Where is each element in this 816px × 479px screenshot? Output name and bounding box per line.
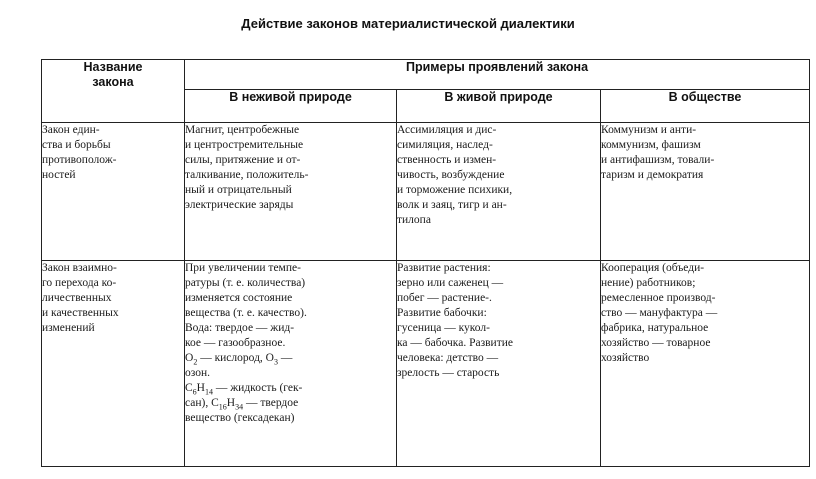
formula-subscript: 34 (235, 402, 244, 412)
inanimate-cell (185, 123, 397, 261)
formula-line-hexane (185, 381, 396, 396)
text-line: Коммунизм и анти- (601, 124, 697, 136)
text-line: и качественных (42, 307, 119, 319)
living-cell (397, 261, 601, 467)
text-line: ка — бабочка. Развитие (397, 337, 513, 349)
text-line: электрические заряды (185, 199, 294, 211)
law-name-header (42, 60, 185, 123)
column-header-inanimate: В неживой природе (185, 90, 397, 123)
text-line: озон. (185, 367, 211, 379)
text-line: талкивание, положитель- (185, 169, 309, 181)
text-line: гусеница — кукол- (397, 322, 490, 334)
text-line: коммунизм, фашизм (601, 139, 701, 151)
formula-part: — (277, 352, 293, 364)
table-row (42, 261, 810, 467)
text-line: ратуры (т. е. количества) (185, 277, 306, 289)
text-line: Развитие растения: (397, 262, 491, 274)
text-line: побег — растение-. (397, 292, 492, 304)
text-line: При увеличении темпе- (185, 262, 301, 274)
text-line: нение) работников; (601, 277, 696, 289)
text-line: ностей (42, 169, 76, 181)
formula-subscript: 3 (273, 357, 278, 367)
text-line: ства и борьбы (42, 139, 111, 151)
text-line: тилопа (397, 214, 431, 226)
text-line: вещество (гексадекан) (185, 412, 295, 424)
text-line: Закон взаимно- (42, 262, 117, 274)
text-line: изменяется состояние (185, 292, 293, 304)
text-line: вещества (т. е. качество). (185, 307, 307, 319)
text-line: чивость, возбуждение (397, 169, 505, 181)
formula-subscript: 6 (192, 387, 197, 397)
text-line: противополож- (42, 154, 117, 166)
formula-part: — твердое (243, 397, 299, 409)
living-cell (397, 123, 601, 261)
text-line: личественных (42, 292, 112, 304)
text-line: ство — мануфактура — (601, 307, 718, 319)
text-line: зрелость — старость (397, 367, 500, 379)
text-line: ственность и измен- (397, 154, 497, 166)
formula-subscript: 16 (218, 402, 227, 412)
formula-part: O (185, 352, 194, 364)
text-line: хозяйство (601, 352, 650, 364)
formula-part: H (196, 382, 205, 394)
page-title: Действие законов материалистической диалектики (241, 16, 575, 31)
text-line: и центростремительные (185, 139, 304, 151)
table-row (42, 123, 810, 261)
law-name-cell (42, 123, 185, 261)
column-header-living: В живой природе (397, 90, 601, 123)
formula-line-oxygen (185, 351, 396, 366)
text-line: волк и заяц, тигр и ан- (397, 199, 507, 211)
society-cell (601, 123, 810, 261)
text-line: и антифашизм, товали- (601, 154, 715, 166)
society-cell (601, 261, 810, 467)
formula-part: C (185, 382, 193, 394)
text-line: и торможение психики, (397, 184, 513, 196)
text-line: Ассимиляция и дис- (397, 124, 497, 136)
text-line: Закон един- (42, 124, 100, 136)
text-line: кое — газообразное. (185, 337, 286, 349)
formula-subscript: 2 (193, 357, 198, 367)
text-line: силы, притяжение и от- (185, 154, 301, 166)
formula-part: — кислород, O (197, 352, 274, 364)
text-line: таризм и демократия (601, 169, 704, 181)
formula-subscript: 14 (204, 387, 213, 397)
text-line: ремесленное производ- (601, 292, 716, 304)
formula-part: сан), C (185, 397, 219, 409)
text-line: хозяйство — товарное (601, 337, 711, 349)
text-line: изменений (42, 322, 95, 334)
law-name-header-line: Название (83, 60, 143, 74)
laws-table (41, 59, 810, 467)
text-line: го перехода ко- (42, 277, 117, 289)
law-name-header-line: закона (92, 75, 134, 89)
text-line: человека: детство — (397, 352, 499, 364)
text-line: Развитие бабочки: (397, 307, 487, 319)
column-header-society: В обществе (601, 90, 810, 123)
examples-header: Примеры проявлений закона (185, 60, 810, 90)
text-line: фабрика, натуральное (601, 322, 709, 334)
text-line: Магнит, центробежные (185, 124, 300, 136)
text-line: ный и отрицательный (185, 184, 292, 196)
formula-part: — жидкость (гек- (212, 382, 303, 394)
text-line: симиляция, наслед- (397, 139, 493, 151)
text-line: зерно или саженец — (397, 277, 504, 289)
formula-part: H (226, 397, 236, 409)
text-line: Кооперация (объеди- (601, 262, 705, 274)
law-name-cell (42, 261, 185, 467)
inanimate-cell (185, 261, 397, 467)
text-line: Вода: твердое — жид- (185, 322, 295, 334)
formula-line-hexadecane (185, 396, 396, 411)
